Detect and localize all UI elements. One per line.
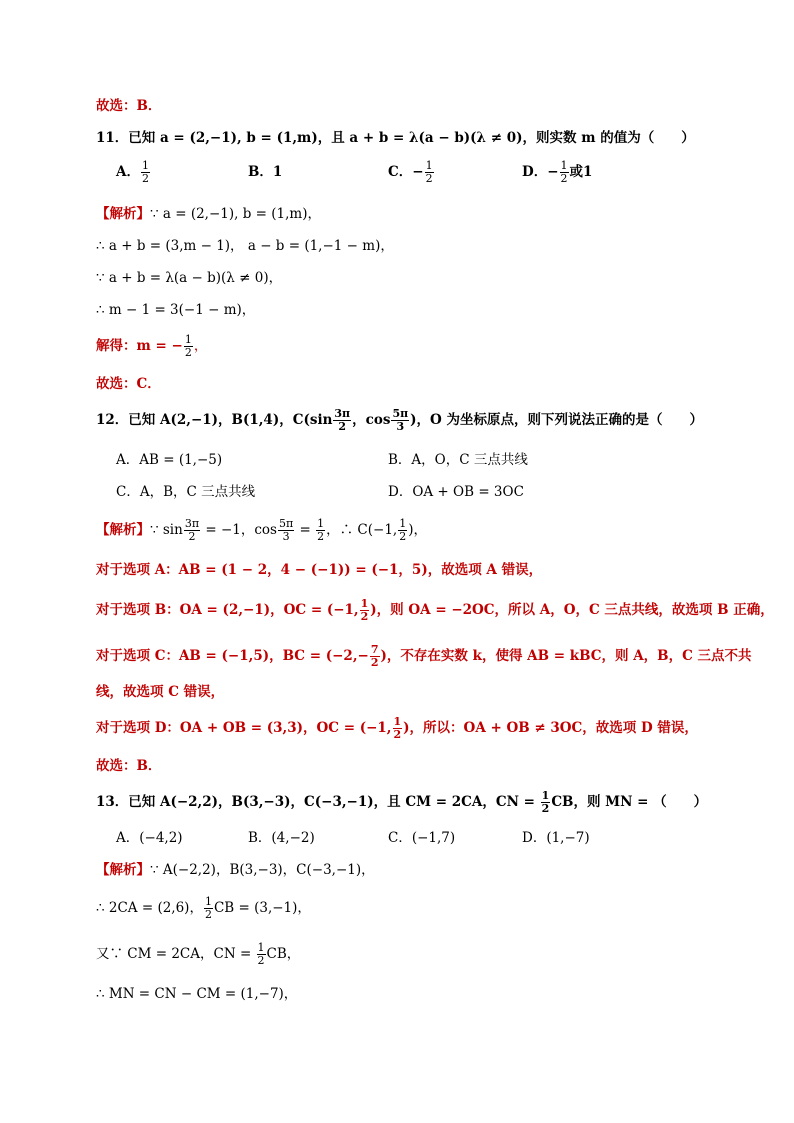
q12-solution-option-a: 对于选项 A：AB = (1 − 2，4 − (−1)) = (−1，5)，故选项 A 错误， bbox=[96, 562, 543, 578]
q13-option-a: A．(−4,2) bbox=[116, 830, 183, 846]
q13-option-c: C．(−1,7) bbox=[388, 830, 456, 846]
q12-solution-line-1: 【解析】∵ sin $\frac{3\pi}{2}$ = −1，cos $\frac{5\pi}{3}$ = $\frac{1}{2}$ ，∴ C(−1, $\frac{1}{2}$ )， bbox=[96, 517, 427, 543]
q12-solution-option-d: 对于选项 D：OA + OB = (3,3)，OC = (−1, $\frac{1}{2}$ )，所以：OA + OB ≠ 3OC，故选项 D 错误， bbox=[96, 715, 698, 741]
solution-tag: 【解析】 bbox=[96, 862, 150, 878]
fraction: $\frac{1}{2}$ bbox=[141, 159, 149, 185]
q12-solution-option-b: 对于选项 B：OA = (2,−1)，OC = (−1, $\frac{1}{2}$ )，则 OA = −2OC，所以 A，O，C 三点共线，故选项 B 正确， bbox=[96, 597, 774, 623]
option-label: A． bbox=[116, 164, 140, 180]
q12-option-d: D．OA + OB = 3OC bbox=[388, 484, 524, 500]
q12-option-a: A．AB = (1,−5) bbox=[116, 452, 223, 468]
q13-option-d: D．(1,−7) bbox=[522, 830, 590, 846]
q11-solution-line-1: 【解析】∵ a = (2,−1), b = (1,m)， bbox=[96, 206, 321, 222]
q11-option-d: D．− $\frac{1}{2}$ 或1 bbox=[522, 159, 593, 185]
q13-solution-line-1: 【解析】∵ A(−2,2)，B(3,−3)，C(−3,−1)， bbox=[96, 862, 375, 878]
q12-solution-option-c-cont: 线，故选项 C 错误， bbox=[96, 684, 225, 700]
q12-option-c: C．A，B，C 三点共线 bbox=[116, 484, 256, 500]
q11-option-b: B．1 bbox=[248, 164, 283, 180]
q13-solution-line-2: ∴ 2CA = (2,6)， $\frac{1}{2}$ CB = (3,−1)， bbox=[96, 895, 311, 921]
q11-answer: 故选：C． bbox=[96, 376, 161, 392]
q12-solution-option-c: 对于选项 C：AB = (−1,5)，BC = (−2,− $\frac{7}{2}$ )，不存在实数 k，使得 AB = kBC，则 A，B，C 三点不共 bbox=[96, 643, 752, 669]
q11-option-a bbox=[116, 160, 151, 185]
q12-answer: 故选：B． bbox=[96, 758, 162, 774]
q11-solution-line-4: ∴ m − 1 = 3(−1 − m)， bbox=[96, 302, 256, 318]
q10-answer: 故选：B． bbox=[96, 98, 162, 114]
q12-stem: 12．已知 A(2,−1)，B(1,4)，C(sin $\frac{3\pi}{2}$ ，cos $\frac{5\pi}{3}$ )，O 为坐标原点，则下列说法正确的是（ ） bbox=[96, 407, 704, 433]
q13-option-b: B．(4,−2) bbox=[248, 830, 315, 846]
q11-solution-line-3: ∵ a + b = λ(a − b)(λ ≠ 0)， bbox=[96, 270, 283, 286]
q11-solution-line-5: 解得：m = − $\frac{1}{2}$ ， bbox=[96, 333, 208, 359]
q11-solution-line-2: ∴ a + b = (3,m − 1)， a − b = (1,−1 − m)， bbox=[96, 238, 394, 254]
q13-solution-line-3: 又∵ CM = 2CA，CN = $\frac{1}{2}$ CB， bbox=[96, 941, 301, 967]
q13-stem: 13．已知 A(−2,2)，B(3,−3)，C(−3,−1)，且 CM = 2CA，CN = $\frac{1}{2}$ CB，则 MN = （ ） bbox=[96, 789, 708, 815]
q12-option-b: B．A，O，C 三点共线 bbox=[388, 452, 528, 468]
solution-tag: 【解析】 bbox=[96, 206, 150, 222]
q11-option-c: C．− $\frac{1}{2}$ bbox=[388, 159, 433, 185]
q13-solution-line-4: ∴ MN = CN − CM = (1,−7)， bbox=[96, 986, 298, 1002]
q11-stem: 11．已知 a = (2,−1), b = (1,m)，且 a + b = λ(a − b)(λ ≠ 0)，则实数 m 的值为（ ） bbox=[96, 130, 695, 146]
solution-tag: 【解析】 bbox=[96, 522, 150, 538]
